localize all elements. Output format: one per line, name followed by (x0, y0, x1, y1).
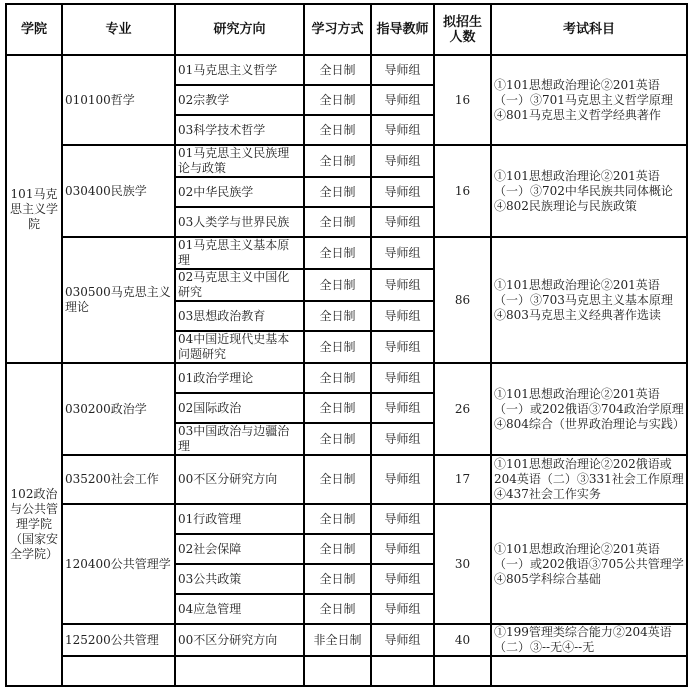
mode-cell: 全日制 (304, 85, 371, 115)
mode-cell: 全日制 (304, 455, 371, 504)
mode-cell: 全日制 (304, 564, 371, 594)
direction-cell: 02国际政治 (175, 393, 304, 423)
advisor-cell: 导师组 (371, 115, 434, 145)
quota-cell: 16 (434, 55, 491, 145)
empty-cell (175, 656, 304, 686)
advisor-cell: 导师组 (371, 85, 434, 115)
table-row (6, 363, 687, 393)
header-major: 专业 (62, 4, 175, 55)
direction-cell: 01行政管理 (175, 504, 304, 534)
mode-cell: 非全日制 (304, 624, 371, 656)
major-cell: 125200公共管理 (62, 624, 175, 656)
exams-cell: ①101思想政治理论②201英语（一）③702中华民族共同体概论④802民族理论与民族政策 (491, 145, 687, 237)
advisor-cell: 导师组 (371, 455, 434, 504)
header-college: 学院 (6, 4, 62, 55)
header-exams: 考试科目 (491, 4, 687, 55)
advisor-cell: 导师组 (371, 393, 434, 423)
header-advisor: 指导教师 (371, 4, 434, 55)
empty-cell (491, 656, 687, 686)
direction-cell: 03公共政策 (175, 564, 304, 594)
advisor-cell: 导师组 (371, 207, 434, 237)
mode-cell: 全日制 (304, 594, 371, 624)
direction-cell: 02中华民族学 (175, 177, 304, 207)
quota-cell: 86 (434, 237, 491, 363)
direction-cell: 02宗教学 (175, 85, 304, 115)
major-cell: 035200社会工作 (62, 455, 175, 504)
direction-cell: 01政治学理论 (175, 363, 304, 393)
quota-cell: 40 (434, 624, 491, 656)
mode-cell: 全日制 (304, 504, 371, 534)
table-row (6, 145, 687, 177)
direction-cell: 03中国政治与边疆治理 (175, 423, 304, 455)
mode-cell: 全日制 (304, 237, 371, 269)
empty-cell (434, 656, 491, 686)
advisor-cell: 导师组 (371, 269, 434, 301)
direction-cell: 00不区分研究方向 (175, 624, 304, 656)
header-mode: 学习方式 (304, 4, 371, 55)
admissions-table (5, 3, 688, 687)
advisor-cell: 导师组 (371, 624, 434, 656)
major-cell: 120400公共管理学 (62, 504, 175, 624)
table-row (6, 55, 687, 85)
header-quota: 拟招生人数 (434, 4, 491, 55)
mode-cell: 全日制 (304, 55, 371, 85)
quota-cell: 17 (434, 455, 491, 504)
table-row-partial (6, 656, 687, 686)
mode-cell: 全日制 (304, 207, 371, 237)
exams-cell: ①101思想政治理论②201英语（一）或202俄语③704政治学原理④804综合（世界政治理论与实践） (491, 363, 687, 455)
advisor-cell: 导师组 (371, 237, 434, 269)
major-cell: 030400民族学 (62, 145, 175, 237)
table-row (6, 455, 687, 504)
table-row (6, 624, 687, 656)
advisor-cell: 导师组 (371, 594, 434, 624)
mode-cell: 全日制 (304, 331, 371, 363)
mode-cell: 全日制 (304, 534, 371, 564)
direction-cell: 01马克思主义基本原理 (175, 237, 304, 269)
direction-cell: 02马克思主义中国化研究 (175, 269, 304, 301)
header-row (6, 4, 687, 55)
advisor-cell: 导师组 (371, 504, 434, 534)
direction-cell: 02社会保障 (175, 534, 304, 564)
advisor-cell: 导师组 (371, 564, 434, 594)
direction-cell: 01马克思主义民族理论与政策 (175, 145, 304, 177)
empty-cell (371, 656, 434, 686)
mode-cell: 全日制 (304, 393, 371, 423)
mode-cell: 全日制 (304, 423, 371, 455)
quota-cell: 16 (434, 145, 491, 237)
exams-cell: ①101思想政治理论②202俄语或204英语（二）③331社会工作原理④437社会工作实务 (491, 455, 687, 504)
table-row (6, 237, 687, 269)
empty-cell (304, 656, 371, 686)
advisor-cell: 导师组 (371, 301, 434, 331)
direction-cell: 01马克思主义哲学 (175, 55, 304, 85)
direction-cell: 03科学技术哲学 (175, 115, 304, 145)
header-direction: 研究方向 (175, 4, 304, 55)
direction-cell: 03思想政治教育 (175, 301, 304, 331)
advisor-cell: 导师组 (371, 145, 434, 177)
direction-cell: 03人类学与世界民族 (175, 207, 304, 237)
quota-cell: 26 (434, 363, 491, 455)
advisor-cell: 导师组 (371, 363, 434, 393)
advisor-cell: 导师组 (371, 534, 434, 564)
mode-cell: 全日制 (304, 177, 371, 207)
exams-cell: ①101思想政治理论②201英语（一）③703马克思主义基本原理④803马克思主义经典著作选读 (491, 237, 687, 363)
table-row (6, 504, 687, 534)
empty-cell (62, 656, 175, 686)
major-cell: 030200政治学 (62, 363, 175, 455)
mode-cell: 全日制 (304, 301, 371, 331)
exams-cell: ①199管理类综合能力②204英语（二）③--无④--无 (491, 624, 687, 656)
advisor-cell: 导师组 (371, 177, 434, 207)
exams-cell: ①101思想政治理论②201英语（一）③701马克思主义哲学原理④801马克思主义哲学经典著作 (491, 55, 687, 145)
major-cell: 010100哲学 (62, 55, 175, 145)
college-cell: 102政治与公共管理学院（国家安全学院） (6, 363, 62, 686)
direction-cell: 00不区分研究方向 (175, 455, 304, 504)
college-cell: 101马克思主义学院 (6, 55, 62, 363)
direction-cell: 04应急管理 (175, 594, 304, 624)
advisor-cell: 导师组 (371, 423, 434, 455)
direction-cell: 04中国近现代史基本问题研究 (175, 331, 304, 363)
quota-cell: 30 (434, 504, 491, 624)
mode-cell: 全日制 (304, 145, 371, 177)
mode-cell: 全日制 (304, 363, 371, 393)
exams-cell: ①101思想政治理论②201英语（一）或202俄语③705公共管理学④805学科综合基础 (491, 504, 687, 624)
major-cell: 030500马克思主义理论 (62, 237, 175, 363)
mode-cell: 全日制 (304, 269, 371, 301)
advisor-cell: 导师组 (371, 331, 434, 363)
mode-cell: 全日制 (304, 115, 371, 145)
advisor-cell: 导师组 (371, 55, 434, 85)
